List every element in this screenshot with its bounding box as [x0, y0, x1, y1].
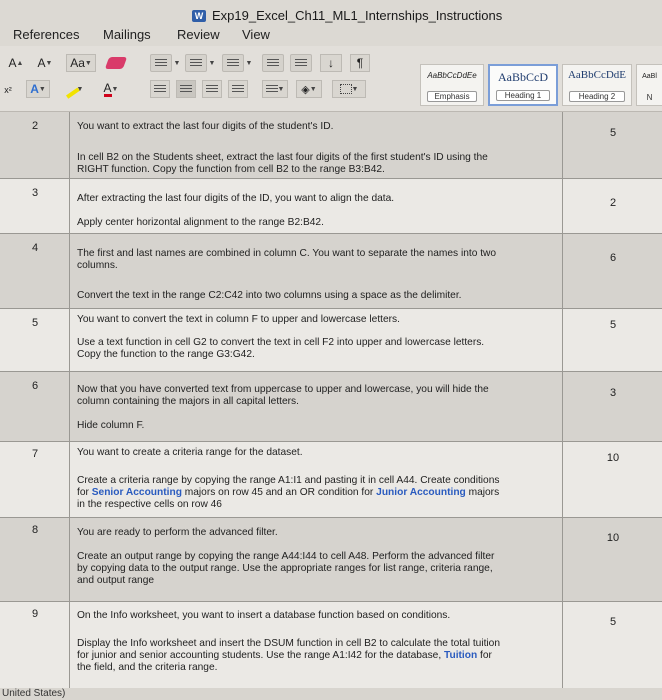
numbering-button[interactable]: [185, 54, 207, 72]
bullets-button[interactable]: [150, 54, 172, 72]
multilevel-list-icon: [227, 59, 239, 68]
style-name: Heading 2: [569, 91, 625, 102]
points-value: 3: [609, 387, 617, 399]
instruction-text: columns.: [77, 260, 118, 271]
menu-bar: [0, 24, 662, 46]
instructions-table: [0, 112, 662, 688]
bullets-dropdown[interactable]: [173, 54, 181, 72]
tab-review[interactable]: Review: [177, 27, 220, 42]
bullets-icon: [155, 59, 167, 68]
decrease-indent-button[interactable]: [262, 54, 284, 72]
step-number: 7: [32, 448, 39, 460]
table-row: [0, 309, 662, 372]
numbering-dropdown[interactable]: [208, 54, 216, 72]
status-bar: [0, 688, 662, 700]
instruction-text: You are ready to perform the advanced filter.: [77, 527, 278, 538]
pilcrow-icon: ¶: [356, 56, 364, 70]
style-sample: AaBbCcDdEe: [427, 71, 477, 80]
instruction-text: The first and last names are combined in column C. You want to separate the names into two: [77, 248, 497, 259]
step-number: 5: [32, 317, 39, 329]
points-value: 5: [609, 127, 617, 139]
chevron-down-icon: ▼: [245, 59, 253, 67]
tab-mailings[interactable]: Mailings: [103, 27, 151, 42]
style-sample: AaBbCcDdE: [567, 69, 627, 81]
justify-icon: [232, 85, 244, 94]
step-number: 9: [32, 608, 39, 620]
line-spacing-button[interactable]: [262, 80, 288, 98]
align-right-icon: [206, 85, 218, 94]
step-number: 6: [32, 380, 39, 392]
instruction-text-rich: for junior and senior accounting students. Use the range A1:I42 for the database, Tuition for: [77, 650, 492, 661]
instruction-text: RIGHT function. Copy the function from cell B2 to the range B3:B42.: [77, 164, 385, 175]
caret-up-icon: ▲: [16, 59, 24, 67]
numbering-icon: [190, 59, 202, 68]
table-row: [0, 112, 662, 179]
table-row: [0, 602, 662, 688]
instruction-text: in the respective cells on row 46: [77, 499, 222, 510]
instruction-text: Convert the text in the range C2:C42 into two columns using a space as the delimiter.: [77, 290, 462, 301]
instruction-text: After extracting the last four digits of the ID, you want to align the data.: [77, 193, 395, 204]
style-heading-1[interactable]: [488, 64, 558, 106]
highlight-senior-accounting: Senior Accounting: [91, 487, 182, 498]
chevron-down-icon: ▼: [351, 85, 359, 93]
window-title: [192, 8, 502, 23]
instruction-text: You want to convert the text in column F to upper and lowercase letters.: [77, 314, 400, 325]
instruction-text: by copying data to the output range. Use the appropriate ranges for list range, criteria range,: [77, 563, 493, 574]
step-number: 4: [32, 242, 39, 254]
change-case-button[interactable]: Aa ▼: [66, 54, 96, 72]
style-sample: AaBl: [642, 73, 657, 80]
align-center-icon: [180, 85, 192, 94]
show-formatting-button[interactable]: [350, 54, 370, 72]
chevron-down-icon: ▼: [173, 59, 181, 67]
chevron-down-icon: ▼: [76, 85, 84, 93]
instruction-text-rich: for Senior Accounting majors on row 45 and an OR condition for Junior Accounting majors: [77, 487, 500, 498]
text-effects-button[interactable]: [26, 80, 50, 98]
title-bar: [0, 0, 662, 24]
style-emphasis[interactable]: [420, 64, 484, 106]
step-number: 2: [32, 120, 39, 132]
instruction-text: Copy the function to the range G3:G42.: [77, 349, 255, 360]
text-effects-icon: A: [30, 82, 39, 96]
multilevel-dropdown[interactable]: [245, 54, 253, 72]
shrink-font-button[interactable]: A ▼: [37, 56, 53, 70]
caret-down-icon: ▼: [45, 59, 53, 67]
shading-button[interactable]: [296, 80, 322, 98]
style-name: Heading 1: [496, 90, 550, 101]
chevron-down-icon: ▼: [111, 85, 119, 93]
tab-view[interactable]: View: [242, 27, 270, 42]
grow-font-button[interactable]: A ▲: [8, 56, 24, 70]
style-sample: AaBbCcD: [498, 70, 548, 84]
highlighter-icon: [60, 79, 79, 98]
chevron-down-icon: ▼: [208, 59, 216, 67]
style-heading-2[interactable]: [562, 64, 632, 106]
instruction-text: Now that you have converted text from uppercase to upper and lowercase, you will hide the: [77, 384, 489, 395]
highlight-junior-accounting: Junior Accounting: [376, 487, 466, 498]
eraser-icon: [105, 57, 127, 69]
table-row: [0, 234, 662, 309]
sort-button[interactable]: [320, 54, 342, 72]
chevron-down-icon: ▼: [277, 85, 285, 93]
instruction-text: Hide column F.: [77, 420, 145, 431]
indent-icon: [295, 59, 307, 68]
ribbon: [0, 46, 662, 112]
instruction-text: You want to extract the last four digits of the student's ID.: [77, 121, 334, 132]
instruction-text: column containing the majors in all capital letters.: [77, 396, 299, 407]
table-row: [0, 518, 662, 602]
sort-icon: ↓: [328, 56, 334, 70]
points-value: 5: [609, 319, 617, 331]
chevron-down-icon: ▼: [84, 59, 92, 67]
justify-button[interactable]: [228, 80, 248, 98]
instruction-text: the field, and the criteria range.: [77, 662, 218, 673]
align-left-icon: [154, 85, 166, 94]
font-color-icon: A: [103, 80, 112, 95]
points-value: 6: [609, 252, 617, 264]
instruction-text: On the Info worksheet, you want to insert a database function based on conditions.: [77, 610, 451, 621]
instruction-text: Display the Info worksheet and insert the DSUM function in cell B2 to calculate the total tuition: [77, 638, 501, 649]
align-right-button[interactable]: [202, 80, 222, 98]
multilevel-list-button[interactable]: [222, 54, 244, 72]
language-status[interactable]: United States): [2, 688, 66, 699]
style-name: Emphasis: [427, 91, 477, 102]
font-color-button[interactable]: [98, 80, 124, 98]
instruction-text: Use a text function in cell G2 to convert the text in cell F2 into upper and lowercase letters.: [77, 337, 485, 348]
superscript-button[interactable]: x²: [4, 85, 12, 95]
tab-references[interactable]: References: [13, 27, 80, 42]
points-value: 10: [606, 452, 620, 464]
table-row: [0, 179, 662, 234]
instruction-text: Apply center horizontal alignment to the range B2:B42.: [77, 217, 324, 228]
step-number: 8: [32, 524, 39, 536]
paint-bucket-icon: ◈: [301, 83, 310, 96]
align-center-button[interactable]: [176, 80, 196, 98]
points-value: 2: [609, 197, 617, 209]
word-doc-icon: W: [192, 10, 206, 22]
instruction-text: In cell B2 on the Students sheet, extract the last four digits of the first student's ID using the: [77, 152, 488, 163]
step-number: 3: [32, 187, 39, 199]
chevron-down-icon: ▼: [309, 85, 317, 93]
chevron-down-icon: ▼: [38, 85, 46, 93]
window-title-text: Exp19_Excel_Ch11_ML1_Internships_Instructions: [212, 8, 503, 23]
line-spacing-icon: [266, 85, 278, 94]
instruction-text: You want to create a criteria range for the dataset.: [77, 447, 303, 458]
table-row: [0, 442, 662, 518]
borders-icon: [340, 84, 352, 94]
highlight-button[interactable]: [60, 80, 86, 98]
borders-button[interactable]: [332, 80, 366, 98]
clear-formatting-button[interactable]: [104, 54, 128, 72]
table-row: [0, 372, 662, 442]
outdent-icon: [267, 59, 279, 68]
instruction-text: and output range: [77, 575, 155, 586]
instruction-text: Create a criteria range by copying the range A1:I1 and pasting it in cell A44. Create conditions: [77, 475, 500, 486]
highlight-tuition: Tuition: [444, 650, 478, 661]
align-left-button[interactable]: [150, 80, 170, 98]
style-next[interactable]: [636, 64, 662, 106]
instruction-text: Create an output range by copying the range A44:I44 to cell A48. Perform the advanced filter: [77, 551, 495, 562]
style-name: N: [646, 93, 653, 102]
points-value: 10: [606, 532, 620, 544]
increase-indent-button[interactable]: [290, 54, 312, 72]
points-value: 5: [609, 616, 617, 628]
